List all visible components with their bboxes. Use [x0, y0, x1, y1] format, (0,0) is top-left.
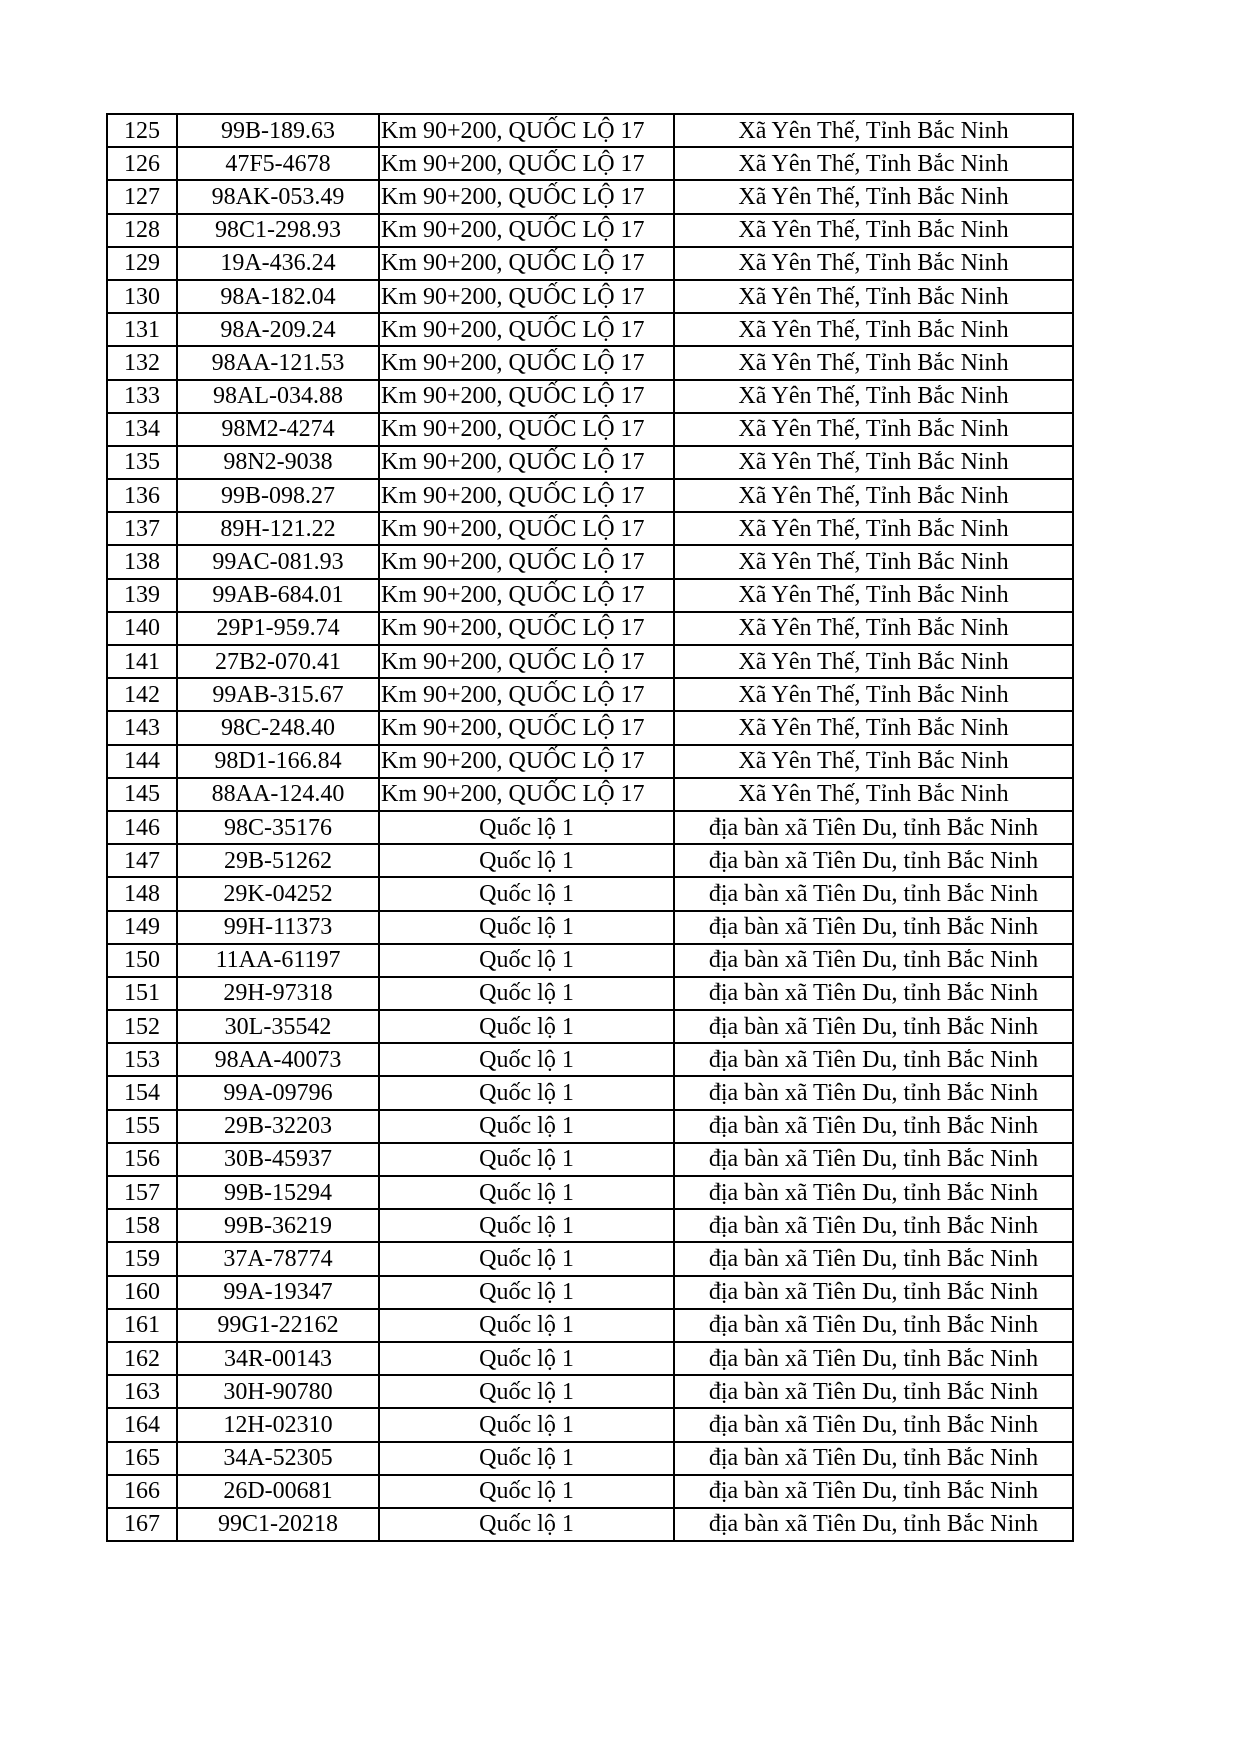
road-cell: Quốc lộ 1 — [379, 977, 674, 1010]
table-row — [107, 1442, 1073, 1475]
license-plate-cell: 99B-15294 — [177, 1176, 379, 1209]
location-cell: Xã Yên Thế, Tỉnh Bắc Ninh — [674, 711, 1073, 744]
road-cell: Km 90+200, QUỐC LỘ 17 — [379, 280, 674, 313]
road-cell: Quốc lộ 1 — [379, 1309, 674, 1342]
row-number-cell: 166 — [107, 1475, 177, 1508]
row-number-cell: 134 — [107, 413, 177, 446]
location-cell: địa bàn xã Tiên Du, tỉnh Bắc Ninh — [674, 1110, 1073, 1143]
location-cell: địa bàn xã Tiên Du, tỉnh Bắc Ninh — [674, 877, 1073, 910]
location-cell: Xã Yên Thế, Tỉnh Bắc Ninh — [674, 114, 1073, 147]
road-cell: Quốc lộ 1 — [379, 1475, 674, 1508]
row-number-cell: 152 — [107, 1010, 177, 1043]
row-number-cell: 149 — [107, 911, 177, 944]
table-row — [107, 1309, 1073, 1342]
row-number-cell: 147 — [107, 844, 177, 877]
license-plate-cell: 98C1-298.93 — [177, 214, 379, 247]
road-cell: Quốc lộ 1 — [379, 1342, 674, 1375]
license-plate-cell: 34A-52305 — [177, 1442, 379, 1475]
license-plate-cell: 30B-45937 — [177, 1143, 379, 1176]
table-row — [107, 413, 1073, 446]
road-cell: Quốc lộ 1 — [379, 1076, 674, 1109]
row-number-cell: 165 — [107, 1442, 177, 1475]
table-row — [107, 711, 1073, 744]
license-plate-cell: 34R-00143 — [177, 1342, 379, 1375]
license-plate-cell: 26D-00681 — [177, 1475, 379, 1508]
location-cell: địa bàn xã Tiên Du, tỉnh Bắc Ninh — [674, 1043, 1073, 1076]
road-cell: Km 90+200, QUỐC LỘ 17 — [379, 645, 674, 678]
table-row — [107, 678, 1073, 711]
road-cell: Km 90+200, QUỐC LỘ 17 — [379, 678, 674, 711]
location-cell: Xã Yên Thế, Tỉnh Bắc Ninh — [674, 313, 1073, 346]
row-number-cell: 126 — [107, 147, 177, 180]
road-cell: Km 90+200, QUỐC LỘ 17 — [379, 579, 674, 612]
table-row — [107, 1508, 1073, 1541]
table-row — [107, 346, 1073, 379]
road-cell: Km 90+200, QUỐC LỘ 17 — [379, 346, 674, 379]
location-cell: địa bàn xã Tiên Du, tỉnh Bắc Ninh — [674, 1309, 1073, 1342]
road-cell: Km 90+200, QUỐC LỘ 17 — [379, 180, 674, 213]
license-plate-cell: 98A-209.24 — [177, 313, 379, 346]
road-cell: Km 90+200, QUỐC LỘ 17 — [379, 147, 674, 180]
row-number-cell: 156 — [107, 1143, 177, 1176]
table-row — [107, 1010, 1073, 1043]
location-cell: địa bàn xã Tiên Du, tỉnh Bắc Ninh — [674, 1276, 1073, 1309]
road-cell: Quốc lộ 1 — [379, 1242, 674, 1275]
location-cell: Xã Yên Thế, Tỉnh Bắc Ninh — [674, 147, 1073, 180]
license-plate-cell: 99AC-081.93 — [177, 545, 379, 578]
row-number-cell: 150 — [107, 944, 177, 977]
row-number-cell: 136 — [107, 479, 177, 512]
location-cell: Xã Yên Thế, Tỉnh Bắc Ninh — [674, 380, 1073, 413]
road-cell: Quốc lộ 1 — [379, 1176, 674, 1209]
location-cell: địa bàn xã Tiên Du, tỉnh Bắc Ninh — [674, 1242, 1073, 1275]
row-number-cell: 155 — [107, 1110, 177, 1143]
table-row — [107, 114, 1073, 147]
license-plate-cell: 88AA-124.40 — [177, 778, 379, 811]
table-row — [107, 811, 1073, 844]
row-number-cell: 139 — [107, 579, 177, 612]
table-row — [107, 180, 1073, 213]
road-cell: Km 90+200, QUỐC LỘ 17 — [379, 778, 674, 811]
row-number-cell: 148 — [107, 877, 177, 910]
license-plate-cell: 99B-189.63 — [177, 114, 379, 147]
license-plate-cell: 99AB-315.67 — [177, 678, 379, 711]
table-row — [107, 579, 1073, 612]
license-plate-cell: 12H-02310 — [177, 1408, 379, 1441]
row-number-cell: 167 — [107, 1508, 177, 1541]
location-cell: Xã Yên Thế, Tỉnh Bắc Ninh — [674, 180, 1073, 213]
road-cell: Quốc lộ 1 — [379, 877, 674, 910]
table-row — [107, 313, 1073, 346]
table-row — [107, 247, 1073, 280]
violation-table-body — [107, 114, 1073, 1541]
table-row — [107, 645, 1073, 678]
license-plate-cell: 99C1-20218 — [177, 1508, 379, 1541]
location-cell: địa bàn xã Tiên Du, tỉnh Bắc Ninh — [674, 911, 1073, 944]
road-cell: Km 90+200, QUỐC LỘ 17 — [379, 114, 674, 147]
license-plate-cell: 89H-121.22 — [177, 512, 379, 545]
road-cell: Km 90+200, QUỐC LỘ 17 — [379, 380, 674, 413]
license-plate-cell: 19A-436.24 — [177, 247, 379, 280]
table-row — [107, 446, 1073, 479]
table-row — [107, 1276, 1073, 1309]
license-plate-cell: 98AK-053.49 — [177, 180, 379, 213]
table-row — [107, 977, 1073, 1010]
location-cell: địa bàn xã Tiên Du, tỉnh Bắc Ninh — [674, 844, 1073, 877]
road-cell: Km 90+200, QUỐC LỘ 17 — [379, 612, 674, 645]
row-number-cell: 138 — [107, 545, 177, 578]
road-cell: Quốc lộ 1 — [379, 1508, 674, 1541]
license-plate-cell: 98M2-4274 — [177, 413, 379, 446]
table-row — [107, 1375, 1073, 1408]
location-cell: địa bàn xã Tiên Du, tỉnh Bắc Ninh — [674, 977, 1073, 1010]
road-cell: Km 90+200, QUỐC LỘ 17 — [379, 479, 674, 512]
road-cell: Quốc lộ 1 — [379, 1442, 674, 1475]
location-cell: địa bàn xã Tiên Du, tỉnh Bắc Ninh — [674, 1010, 1073, 1043]
row-number-cell: 144 — [107, 745, 177, 778]
location-cell: Xã Yên Thế, Tỉnh Bắc Ninh — [674, 446, 1073, 479]
table-row — [107, 1475, 1073, 1508]
table-row — [107, 1209, 1073, 1242]
location-cell: địa bàn xã Tiên Du, tỉnh Bắc Ninh — [674, 1508, 1073, 1541]
location-cell: địa bàn xã Tiên Du, tỉnh Bắc Ninh — [674, 1408, 1073, 1441]
license-plate-cell: 98D1-166.84 — [177, 745, 379, 778]
row-number-cell: 157 — [107, 1176, 177, 1209]
road-cell: Km 90+200, QUỐC LỘ 17 — [379, 512, 674, 545]
license-plate-cell: 99B-36219 — [177, 1209, 379, 1242]
location-cell: địa bàn xã Tiên Du, tỉnh Bắc Ninh — [674, 944, 1073, 977]
table-row — [107, 280, 1073, 313]
road-cell: Quốc lộ 1 — [379, 1110, 674, 1143]
location-cell: Xã Yên Thế, Tỉnh Bắc Ninh — [674, 545, 1073, 578]
table-row — [107, 1342, 1073, 1375]
road-cell: Km 90+200, QUỐC LỘ 17 — [379, 711, 674, 744]
road-cell: Km 90+200, QUỐC LỘ 17 — [379, 545, 674, 578]
road-cell: Km 90+200, QUỐC LỘ 17 — [379, 413, 674, 446]
location-cell: địa bàn xã Tiên Du, tỉnh Bắc Ninh — [674, 1209, 1073, 1242]
location-cell: địa bàn xã Tiên Du, tỉnh Bắc Ninh — [674, 1375, 1073, 1408]
license-plate-cell: 98C-35176 — [177, 811, 379, 844]
location-cell: Xã Yên Thế, Tỉnh Bắc Ninh — [674, 479, 1073, 512]
road-cell: Quốc lộ 1 — [379, 1375, 674, 1408]
table-row — [107, 512, 1073, 545]
row-number-cell: 142 — [107, 678, 177, 711]
location-cell: Xã Yên Thế, Tỉnh Bắc Ninh — [674, 413, 1073, 446]
row-number-cell: 160 — [107, 1276, 177, 1309]
location-cell: địa bàn xã Tiên Du, tỉnh Bắc Ninh — [674, 1076, 1073, 1109]
row-number-cell: 159 — [107, 1242, 177, 1275]
row-number-cell: 153 — [107, 1043, 177, 1076]
row-number-cell: 141 — [107, 645, 177, 678]
license-plate-cell: 99H-11373 — [177, 911, 379, 944]
row-number-cell: 131 — [107, 313, 177, 346]
license-plate-cell: 99AB-684.01 — [177, 579, 379, 612]
row-number-cell: 145 — [107, 778, 177, 811]
license-plate-cell: 29H-97318 — [177, 977, 379, 1010]
road-cell: Quốc lộ 1 — [379, 911, 674, 944]
table-row — [107, 877, 1073, 910]
license-plate-cell: 30H-90780 — [177, 1375, 379, 1408]
table-row — [107, 214, 1073, 247]
location-cell: địa bàn xã Tiên Du, tỉnh Bắc Ninh — [674, 1475, 1073, 1508]
license-plate-cell: 29P1-959.74 — [177, 612, 379, 645]
location-cell: địa bàn xã Tiên Du, tỉnh Bắc Ninh — [674, 1342, 1073, 1375]
table-row — [107, 911, 1073, 944]
location-cell: Xã Yên Thế, Tỉnh Bắc Ninh — [674, 214, 1073, 247]
road-cell: Km 90+200, QUỐC LỘ 17 — [379, 214, 674, 247]
license-plate-cell: 47F5-4678 — [177, 147, 379, 180]
location-cell: Xã Yên Thế, Tỉnh Bắc Ninh — [674, 579, 1073, 612]
table-row — [107, 1408, 1073, 1441]
location-cell: Xã Yên Thế, Tỉnh Bắc Ninh — [674, 612, 1073, 645]
road-cell: Km 90+200, QUỐC LỘ 17 — [379, 446, 674, 479]
license-plate-cell: 98AL-034.88 — [177, 380, 379, 413]
row-number-cell: 161 — [107, 1309, 177, 1342]
table-row — [107, 380, 1073, 413]
location-cell: địa bàn xã Tiên Du, tỉnh Bắc Ninh — [674, 1143, 1073, 1176]
table-row — [107, 1176, 1073, 1209]
row-number-cell: 135 — [107, 446, 177, 479]
row-number-cell: 130 — [107, 280, 177, 313]
license-plate-cell: 27B2-070.41 — [177, 645, 379, 678]
table-row — [107, 944, 1073, 977]
row-number-cell: 143 — [107, 711, 177, 744]
road-cell: Quốc lộ 1 — [379, 844, 674, 877]
location-cell: Xã Yên Thế, Tỉnh Bắc Ninh — [674, 645, 1073, 678]
row-number-cell: 158 — [107, 1209, 177, 1242]
location-cell: địa bàn xã Tiên Du, tỉnh Bắc Ninh — [674, 811, 1073, 844]
location-cell: Xã Yên Thế, Tỉnh Bắc Ninh — [674, 778, 1073, 811]
table-row — [107, 1242, 1073, 1275]
road-cell: Quốc lộ 1 — [379, 811, 674, 844]
road-cell: Quốc lộ 1 — [379, 1043, 674, 1076]
table-row — [107, 612, 1073, 645]
license-plate-cell: 99A-09796 — [177, 1076, 379, 1109]
table-row — [107, 545, 1073, 578]
violation-table — [106, 113, 1074, 1542]
row-number-cell: 132 — [107, 346, 177, 379]
row-number-cell: 128 — [107, 214, 177, 247]
row-number-cell: 127 — [107, 180, 177, 213]
license-plate-cell: 98AA-40073 — [177, 1043, 379, 1076]
table-row — [107, 1076, 1073, 1109]
road-cell: Km 90+200, QUỐC LỘ 17 — [379, 313, 674, 346]
license-plate-cell: 98A-182.04 — [177, 280, 379, 313]
road-cell: Quốc lộ 1 — [379, 1209, 674, 1242]
row-number-cell: 164 — [107, 1408, 177, 1441]
location-cell: địa bàn xã Tiên Du, tỉnh Bắc Ninh — [674, 1176, 1073, 1209]
table-row — [107, 1043, 1073, 1076]
row-number-cell: 162 — [107, 1342, 177, 1375]
location-cell: Xã Yên Thế, Tỉnh Bắc Ninh — [674, 745, 1073, 778]
location-cell: địa bàn xã Tiên Du, tỉnh Bắc Ninh — [674, 1442, 1073, 1475]
road-cell: Quốc lộ 1 — [379, 1010, 674, 1043]
location-cell: Xã Yên Thế, Tỉnh Bắc Ninh — [674, 512, 1073, 545]
row-number-cell: 146 — [107, 811, 177, 844]
table-row — [107, 147, 1073, 180]
license-plate-cell: 99A-19347 — [177, 1276, 379, 1309]
license-plate-cell: 11AA-61197 — [177, 944, 379, 977]
table-row — [107, 745, 1073, 778]
location-cell: Xã Yên Thế, Tỉnh Bắc Ninh — [674, 247, 1073, 280]
license-plate-cell: 37A-78774 — [177, 1242, 379, 1275]
table-row — [107, 844, 1073, 877]
location-cell: Xã Yên Thế, Tỉnh Bắc Ninh — [674, 346, 1073, 379]
license-plate-cell: 30L-35542 — [177, 1010, 379, 1043]
table-row — [107, 479, 1073, 512]
road-cell: Quốc lộ 1 — [379, 1276, 674, 1309]
row-number-cell: 137 — [107, 512, 177, 545]
license-plate-cell: 98C-248.40 — [177, 711, 379, 744]
row-number-cell: 163 — [107, 1375, 177, 1408]
location-cell: Xã Yên Thế, Tỉnh Bắc Ninh — [674, 678, 1073, 711]
table-row — [107, 778, 1073, 811]
license-plate-cell: 29B-32203 — [177, 1110, 379, 1143]
row-number-cell: 151 — [107, 977, 177, 1010]
table-row — [107, 1143, 1073, 1176]
row-number-cell: 133 — [107, 380, 177, 413]
license-plate-cell: 29B-51262 — [177, 844, 379, 877]
road-cell: Km 90+200, QUỐC LỘ 17 — [379, 745, 674, 778]
row-number-cell: 125 — [107, 114, 177, 147]
license-plate-cell: 29K-04252 — [177, 877, 379, 910]
license-plate-cell: 98N2-9038 — [177, 446, 379, 479]
road-cell: Quốc lộ 1 — [379, 1143, 674, 1176]
license-plate-cell: 99B-098.27 — [177, 479, 379, 512]
location-cell: Xã Yên Thế, Tỉnh Bắc Ninh — [674, 280, 1073, 313]
table-row — [107, 1110, 1073, 1143]
row-number-cell: 129 — [107, 247, 177, 280]
license-plate-cell: 98AA-121.53 — [177, 346, 379, 379]
row-number-cell: 154 — [107, 1076, 177, 1109]
road-cell: Km 90+200, QUỐC LỘ 17 — [379, 247, 674, 280]
license-plate-cell: 99G1-22162 — [177, 1309, 379, 1342]
road-cell: Quốc lộ 1 — [379, 944, 674, 977]
road-cell: Quốc lộ 1 — [379, 1408, 674, 1441]
row-number-cell: 140 — [107, 612, 177, 645]
